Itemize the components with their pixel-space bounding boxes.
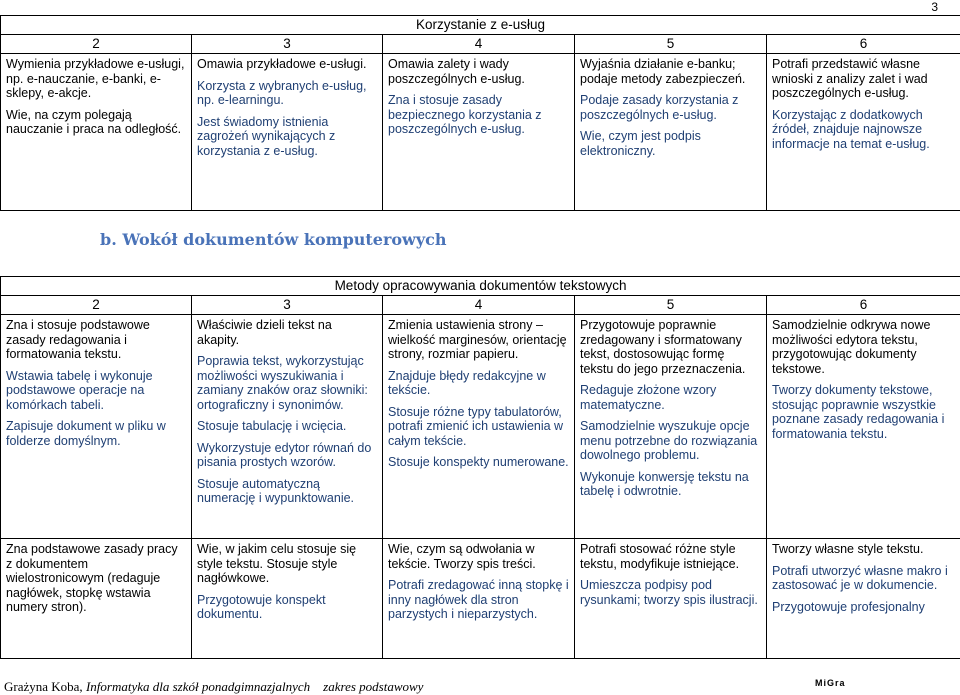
bottom-table <box>0 276 960 659</box>
cell-paragraph: Potrafi przedstawić własne wnioski z analizy zalet i wad poszczególnych e-usług. <box>772 57 928 100</box>
cell-paragraph: Omawia zalety i wady poszczególnych e-usług. <box>388 57 525 86</box>
column-header: 4 <box>383 296 575 315</box>
cell-paragraph: Zna i stosuje zasady bezpiecznego korzystania z poszczególnych e-usług. <box>388 93 542 136</box>
cell-paragraph: Zmienia ustawienia strony – wielkość marginesów, orientację strony, rozmiar papieru. <box>388 318 567 361</box>
table-cell <box>383 54 575 211</box>
footer-author: Grażyna Koba, <box>4 679 86 694</box>
cell-paragraph: Podaje zasady korzystania z poszczególnych e-usług. <box>580 93 739 122</box>
cell-paragraph: Poprawia tekst, wykorzystując możliwości wyszukiwania i zamiany znaków oraz słowniki: ortograficzny i synonimów. <box>197 354 368 412</box>
cell-paragraph: Właściwie dzieli tekst na akapity. <box>197 318 332 347</box>
cell-paragraph: Potrafi zredagować inną stopkę i inny nagłówek dla stron parzystych i nieparzystych. <box>388 578 569 621</box>
bottom-table-row <box>1 315 960 539</box>
top-table-title: Korzystanie z e-usług <box>1 16 960 35</box>
cell-paragraph: Wie, na czym polegają nauczanie i praca na odległość. <box>6 107 182 136</box>
cell-paragraph: Stosuje różne typy tabulatorów, potrafi zmienić ich ustawienia w całym tekście. <box>388 404 564 448</box>
table-cell <box>575 54 767 211</box>
table-cell <box>1 539 192 659</box>
table-cell <box>575 539 767 659</box>
table-cell <box>1 54 192 211</box>
column-header: 3 <box>192 35 383 54</box>
footer <box>4 679 423 695</box>
cell-paragraph: Zna i stosuje podstawowe zasady redagowania i formatowania tekstu. <box>6 318 150 361</box>
table-cell <box>767 315 960 539</box>
table-cell <box>192 54 383 211</box>
column-header: 3 <box>192 296 383 315</box>
page-number: 3 <box>931 0 938 14</box>
cell-paragraph: Przygotowuje poprawnie zredagowany i sformatowany tekst, dostosowując formę tekstu do jego przeznaczenia. <box>580 318 746 376</box>
cell-paragraph: Stosuje konspekty numerowane. <box>388 455 569 469</box>
table-cell <box>383 315 575 539</box>
column-header: 2 <box>1 296 192 315</box>
cell-paragraph: Tworzy dokumenty tekstowe, stosując poprawnie wszystkie poznane zasady redagowania i formatowania tekstu. <box>772 383 945 441</box>
cell-paragraph: Stosuje automatyczną numerację i wypunktowanie. <box>197 476 355 505</box>
bottom-table-title: Metody opracowywania dokumentów tekstowych <box>1 277 960 296</box>
footer-book-title: Informatyka dla szkół ponadgimnazjalnych <box>85 679 311 694</box>
column-header: 6 <box>767 35 960 54</box>
cell-paragraph: Zapisuje dokument w pliku w folderze domyślnym. <box>6 419 166 448</box>
cell-paragraph: Tworzy własne style tekstu. <box>772 542 924 556</box>
cell-paragraph: Wykorzystuje edytor równań do pisania prostych wzorów. <box>197 440 372 469</box>
cell-paragraph: Omawia przykładowe e-usługi. <box>197 57 367 71</box>
table-cell <box>767 54 960 211</box>
cell-paragraph: Redaguje złożone wzory matematyczne. <box>580 383 717 412</box>
column-header: 6 <box>767 296 960 315</box>
table-cell <box>192 315 383 539</box>
cell-paragraph: Wie, w jakim celu stosuje się style tekstu. Stosuje style nagłówkowe. <box>197 542 357 585</box>
cell-paragraph: Wie, czym są odwołania w tekście. Tworzy spis treści. <box>388 542 536 571</box>
cell-paragraph: Korzysta z wybranych e-usług, np. e-learningu. <box>197 78 367 107</box>
footer-scope: zakres podstawowy <box>323 679 424 694</box>
cell-paragraph: Wie, czym jest podpis elektroniczny. <box>580 129 701 158</box>
top-table <box>0 15 960 211</box>
cell-paragraph: Umieszcza podpisy pod rysunkami; tworzy spis ilustracji. <box>580 578 758 607</box>
top-table-row <box>1 54 960 211</box>
column-header: 4 <box>383 35 575 54</box>
cell-paragraph: Potrafi stosować różne style tekstu, modyfikuje istniejące. <box>580 542 740 571</box>
cell-paragraph: Wymienia przykładowe e-usługi, np. e-nauczanie, e-banki, e-sklepy, e-akcje. <box>6 57 185 100</box>
cell-paragraph: Potrafi utworzyć własne makro i zastosować je w dokumencie. <box>772 563 948 592</box>
cell-paragraph: Przygotowuje profesjonalny <box>772 599 925 614</box>
cell-paragraph: Przygotowuje konspekt dokumentu. <box>197 592 326 621</box>
cell-paragraph: Wstawia tabelę i wykonuje podstawowe operacje na komórkach tabeli. <box>6 368 153 412</box>
cell-paragraph: Zna podstawowe zasady pracy z dokumentem wielostronicowym (redaguje nagłówek, stopkę wstawia numery stron). <box>6 542 178 614</box>
cell-paragraph: Wyjaśnia działanie e-banku; podaje metody zabezpieczeń. <box>580 57 746 86</box>
cell-paragraph: Jest świadomy istnienia zagrożeń wynikających z korzystania z e-usług. <box>197 114 336 158</box>
section-heading: b. Wokół dokumentów komputerowych <box>100 230 447 249</box>
cell-paragraph: Samodzielnie odkrywa nowe możliwości edytora tekstu, przygotowując dokumenty tekstowe. <box>772 318 931 376</box>
table-cell <box>767 539 960 659</box>
cell-paragraph: Wykonuje konwersję tekstu na tabelę i odwrotnie. <box>580 469 749 498</box>
cell-paragraph: Stosuje tabulację i wcięcia. <box>197 419 347 433</box>
column-header: 5 <box>575 296 767 315</box>
table-cell <box>575 315 767 539</box>
column-header: 2 <box>1 35 192 54</box>
table-cell <box>1 315 192 539</box>
column-header: 5 <box>575 35 767 54</box>
bottom-table-row <box>1 539 960 659</box>
cell-paragraph: Samodzielnie wyszukuje opcje menu potrzebne do rozwiązania dowolnego problemu. <box>580 419 758 462</box>
cell-paragraph: Korzystając z dodatkowych źródeł, znajduje najnowsze informacje na temat e-usług. <box>772 107 930 151</box>
publisher-logo: MiGra <box>815 678 846 688</box>
table-cell <box>192 539 383 659</box>
table-cell <box>383 539 575 659</box>
cell-paragraph: Znajduje błędy redakcyjne w tekście. <box>388 368 546 397</box>
